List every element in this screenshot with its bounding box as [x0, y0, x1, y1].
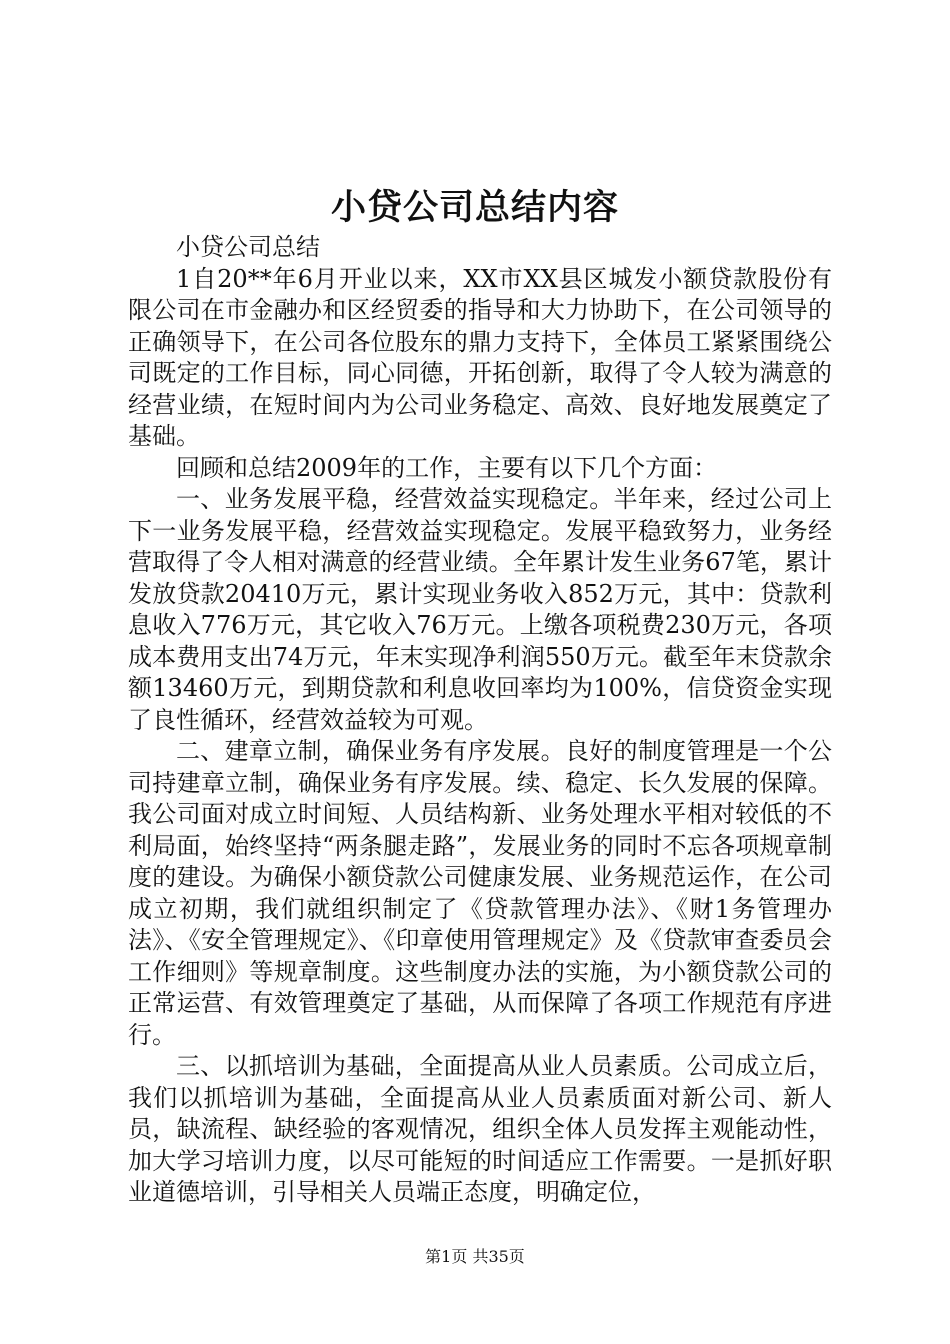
paragraph-section-3: 三、以抓培训为基础，全面提高从业人员素质。公司成立后，我们以抓培训为基础，全面提高从业人员素质面对新公司、新人员，缺流程、缺经验的客观情况，组织全体人员发挥主观能动性，加大学习培训力度，以尽可能短的时间适应工作需要。一是抓好职业道德培训，引导相关人员端正态度，明确定位，: [128, 1052, 832, 1206]
page-number-footer: 第1页 共35页: [425, 1247, 525, 1266]
document-title: 小贷公司总结内容: [330, 187, 619, 228]
paragraph-review: 回顾和总结2009年的工作，主要有以下几个方面：: [176, 453, 718, 482]
paragraph-heading: 小贷公司总结: [176, 233, 320, 261]
document-body: [128, 232, 832, 1209]
paragraph-section-1: 一、业务发展平稳，经营效益实现稳定。半年来，经过公司上下一业务发展平稳，经营效益实现稳定。发展平稳致努力，业务经营取得了令人相对满意的经营业绩。全年累计发生业务67笔，累计发放贷款20410万元，累计实现业务收入852万元，其中：贷款利息收入776万元，其它收入76万元。上缴各项税费230万元，各项成本费用支出74万元，年末实现净利润550万元。截至年末贷款余额13460万元，到期贷款和利息收回率均为100%，信贷资金实现了良性循环，经营效益较为可观。: [128, 485, 832, 734]
paragraph-section-2: 二、建章立制，确保业务有序发展。良好的制度管理是一个公司持建章立制，确保业务有序发展。续、稳定、长久发展的保障。我公司面对成立时间短、人员结构新、业务处理水平相对较低的不利局面，始终坚持“两条腿走路”，发展业务的同时不忘各项规章制度的建设。为确保小额贷款公司健康发展、业务规范运作，在公司成立初期，我们就组织制定了《贷款管理办法》、《财1务管理办法》、《安全管理规定》、《印章使用管理规定》及《贷款审查委员会工作细则》等规章制度。这些制度办法的实施，为小额贷款公司的正常运营、有效管理奠定了基础，从而保障了各项工作规范有序进行。: [128, 737, 832, 1049]
paragraph-intro: 1自20**年6月开业以来，XX市XX县区城发小额贷款股份有限公司在市金融办和区经贸委的指导和大力协助下，在公司领导的正确领导下，在公司各位股东的鼎力支持下，全体员工紧紧围绕公司既定的工作目标，同心同德，开拓创新，取得了令人较为满意的经营业绩，在短时间内为公司业务稳定、高效、良好地发展奠定了基础。: [128, 264, 832, 450]
